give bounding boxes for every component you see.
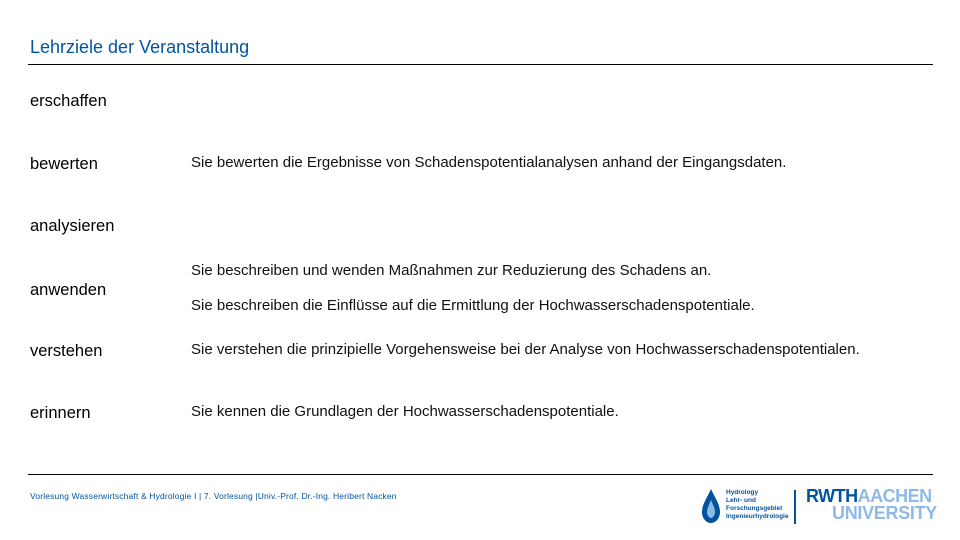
goal-analysieren: Sie beschreiben die Einflüsse auf die Ermittlung der Hochwasserschadenspotentiale. <box>191 297 755 314</box>
rwth-logo-part3: UNIVERSITY <box>832 503 938 523</box>
level-erinnern: erinnern <box>30 404 91 422</box>
header-rule <box>28 64 933 65</box>
footer-text: Vorlesung Wasserwirtschaft & Hydrologie I | 7. Vorlesung |Univ.-Prof. Dr.-Ing. Heribert Nacken <box>30 491 397 501</box>
rwth-logo-part2: AACHEN <box>857 486 932 506</box>
goal-erinnern: Sie kennen die Grundlagen der Hochwasserschadenspotentiale. <box>191 403 619 420</box>
logo-separator <box>794 490 796 524</box>
goal-bewerten: Sie bewerten die Ergebnisse von Schadenspotentialanalysen anhand der Eingangsdaten. <box>191 154 787 171</box>
chair-line-4: Ingenieurhydrologie <box>726 513 789 520</box>
goal-anwenden: Sie beschreiben und wenden Maßnahmen zur Reduzierung des Schadens an. <box>191 262 712 279</box>
chair-line-3: Forschungsgebiet <box>726 505 783 512</box>
footer-rule <box>28 474 933 475</box>
slide-title: Lehrziele der Veranstaltung <box>30 37 250 57</box>
level-verstehen: verstehen <box>30 342 103 360</box>
water-drop-icon <box>700 488 722 524</box>
level-analysieren: analysieren <box>30 217 115 235</box>
goal-verstehen: Sie verstehen die prinzipielle Vorgehensweise bei der Analyse von Hochwasserschadenspotentialen. <box>191 341 860 358</box>
logo-area <box>700 486 938 528</box>
level-bewerten: bewerten <box>30 155 98 173</box>
rwth-logo-part1: RWTH <box>806 486 858 506</box>
chair-line-2: Lehr- und <box>726 497 756 504</box>
rwth-logo <box>806 488 937 522</box>
level-anwenden: anwenden <box>30 281 107 299</box>
chair-logo-text <box>726 489 788 521</box>
chair-line-1: Hydrology <box>726 489 759 496</box>
level-erschaffen: erschaffen <box>30 92 107 110</box>
